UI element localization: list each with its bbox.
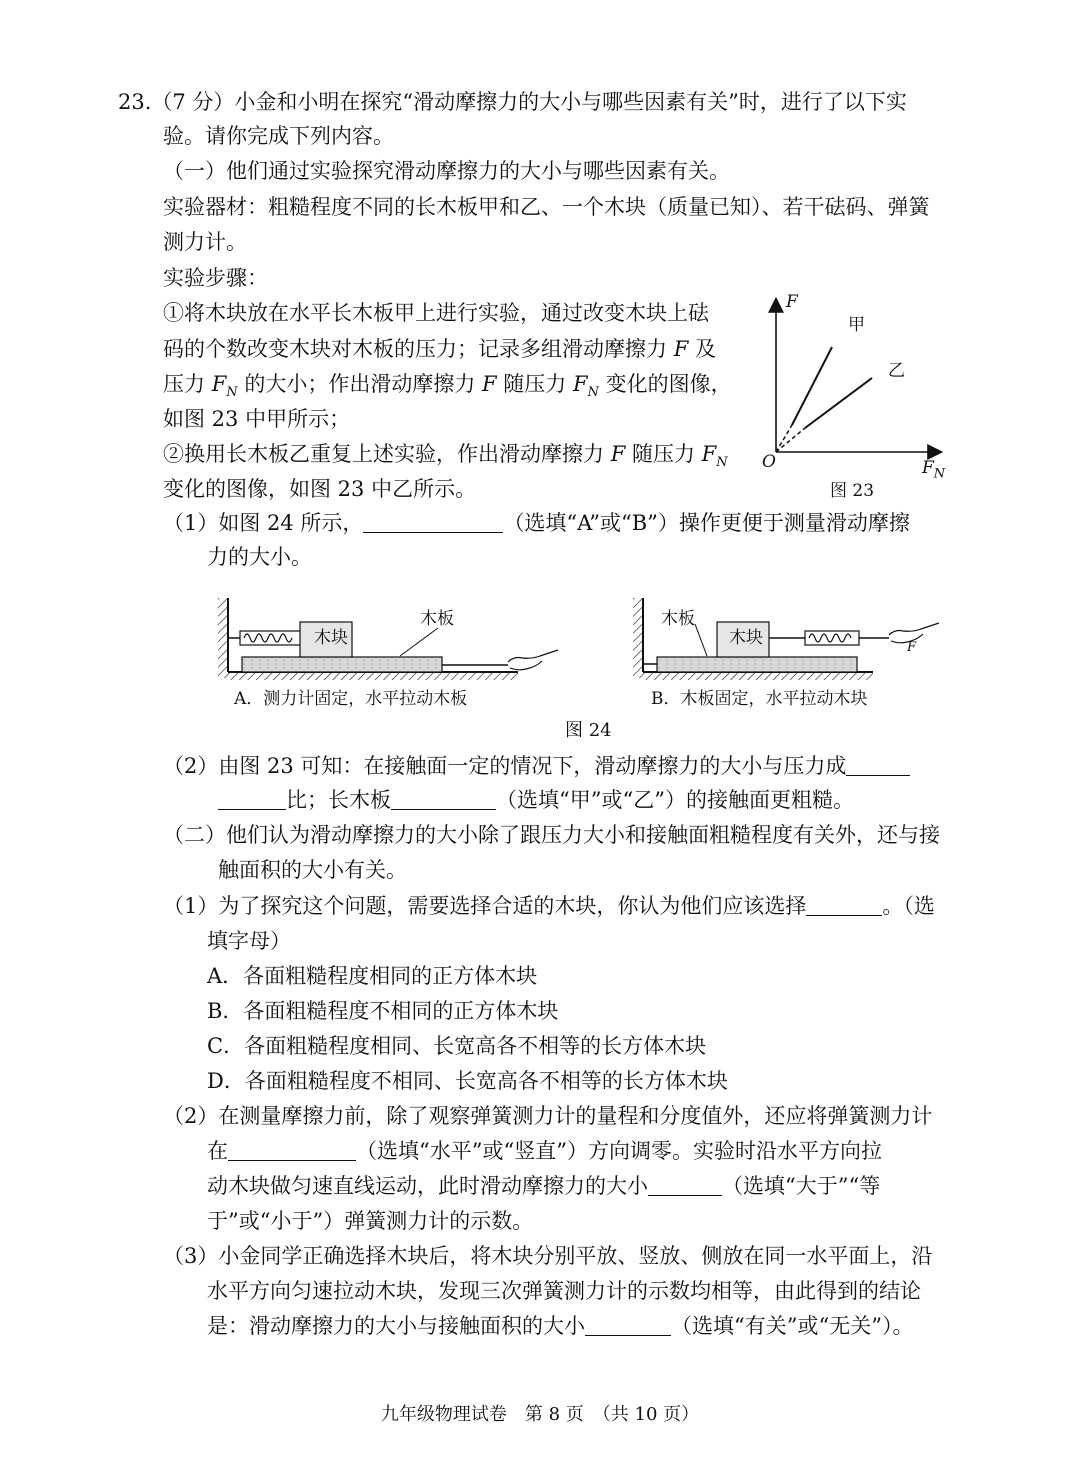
figure-23 xyxy=(750,290,970,505)
q1-text: （选填“A”或“B”）操作更便于测量滑动摩擦 xyxy=(503,511,910,535)
question-title-line1: 23.（7 分）小金和小明在探究“滑动摩擦力的大小与哪些因素有关”时，进行了以下实 xyxy=(118,90,907,114)
var-f: F xyxy=(610,442,626,466)
axis-y-label: F xyxy=(786,292,798,312)
var-fn: F xyxy=(701,442,717,466)
figure-24a-block-label: 木块 xyxy=(314,628,348,648)
q2-text: （2）由图 23 可知：在接触面一定的情况下，滑动摩擦力的大小与压力成 xyxy=(163,754,847,778)
p2q2-line1: （2）在测量摩擦力前，除了观察弹簧测力计的量程和分度值外，还应将弹簧测力计 xyxy=(163,1104,933,1128)
step1-line2 xyxy=(163,335,716,363)
axis-x-var: F xyxy=(922,458,934,478)
hand-icon xyxy=(508,650,558,670)
spring-scale xyxy=(240,631,302,645)
p2q3-line3 xyxy=(207,1312,913,1340)
p2q2-text: 动木块做匀速直线运动，此时滑动摩擦力的大小 xyxy=(207,1174,648,1198)
subscript-n: N xyxy=(716,455,728,471)
axis-x-subscript: N xyxy=(933,466,946,482)
p2q2-text: （选填“大于”“等 xyxy=(722,1174,881,1198)
figure-24b xyxy=(625,590,955,709)
figure-24a-drawing xyxy=(210,590,570,685)
answer-blank-p2q1[interactable] xyxy=(806,895,882,916)
figure-24-caption: 图 24 xyxy=(565,720,612,741)
materials-line1: 实验器材：粗糙程度不同的长木板甲和乙、一个木块（质量已知）、若干砝码、弹簧 xyxy=(163,195,930,219)
board xyxy=(242,657,442,672)
figure-24b-caption: B．木板固定，水平拉动木块 xyxy=(651,689,868,709)
answer-blank-q2a-cont[interactable] xyxy=(218,789,286,810)
figure-24b-force-label: F xyxy=(907,640,917,655)
line-yi-label: 乙 xyxy=(888,361,905,381)
materials-line2: 测力计。 xyxy=(163,230,247,254)
line-jia-dashed xyxy=(776,425,792,452)
page-footer: 九年级物理试卷 第 8 页 （共 10 页） xyxy=(380,1404,700,1425)
part2-line1: （二）他们认为滑动摩擦力的大小除了跟压力大小和接触面粗糙程度有关外，还与接 xyxy=(163,823,940,847)
axis-x-label xyxy=(922,458,945,481)
answer-blank-p2q2a[interactable] xyxy=(228,1140,356,1161)
origin-label: O xyxy=(762,452,776,472)
step1-text: 变化的图像， xyxy=(605,372,732,396)
answer-blank-q1[interactable] xyxy=(363,512,503,533)
p2q3-line2: 水平方向匀速拉动木块，发现三次弹簧测力计的示数均相等，由此得到的结论 xyxy=(207,1279,921,1303)
step1-line3 xyxy=(163,370,732,407)
ground-hatch xyxy=(643,672,873,680)
ground-hatch xyxy=(228,672,518,680)
var-f: F xyxy=(482,372,497,396)
step2-text: 随压力 xyxy=(631,442,695,466)
p2q1-text: 。（选 xyxy=(882,894,935,918)
step1-text: 的大小；作出滑动摩擦力 xyxy=(244,372,476,396)
option-b: B．各面粗糙程度不相同的正方体木块 xyxy=(207,999,559,1023)
figure-23-caption: 图 23 xyxy=(830,481,875,501)
q2-line2 xyxy=(218,786,854,814)
p2q2-text: 在 xyxy=(207,1139,228,1163)
var-fn: F xyxy=(572,372,588,396)
step1-line4: 如图 23 中甲所示； xyxy=(163,407,351,431)
line-yi xyxy=(805,378,872,428)
figure-24a xyxy=(210,590,570,709)
answer-blank-p2q2b[interactable] xyxy=(648,1175,722,1196)
part1-heading: （一）他们通过实验探究滑动摩擦力的大小与哪些因素有关。 xyxy=(163,159,730,183)
p2q3-text: 是：滑动摩擦力的大小与接触面积的大小 xyxy=(207,1314,585,1338)
step2-line2: 变化的图像，如图 23 中乙所示。 xyxy=(163,477,477,501)
subscript-n: N xyxy=(226,385,238,401)
figure-24b-block-label: 木块 xyxy=(729,628,763,648)
var-fn: F xyxy=(211,372,227,396)
wall-hatch xyxy=(218,598,228,678)
p2q2-text: （选填“水平”或“竖直”）方向调零。实验时沿水平方向拉 xyxy=(356,1139,882,1163)
figure-24a-caption: A．测力计固定，水平拉动木板 xyxy=(234,689,468,709)
figure-24a-board-label: 木板 xyxy=(420,609,454,629)
wall-hatch xyxy=(633,598,643,678)
step1-text: 随压力 xyxy=(503,372,567,396)
answer-blank-q2b[interactable] xyxy=(391,789,496,810)
q2-line1 xyxy=(163,752,910,780)
p2q1-line2: 填字母） xyxy=(207,929,291,953)
q1-text: （1）如图 24 所示， xyxy=(163,511,364,535)
p2q2-line3 xyxy=(207,1172,880,1200)
var-f: F xyxy=(673,337,689,361)
q2-text: （选填“甲”或“乙”）的接触面更粗糙。 xyxy=(496,788,854,812)
p2q2-line4: 于”或“小于”）弹簧测力计的示数。 xyxy=(207,1209,534,1233)
step1-text: 码的个数改变木块对木板的压力；记录多组滑动摩擦力 xyxy=(163,337,667,361)
part2-line2: 触面积的大小有关。 xyxy=(218,858,407,882)
answer-blank-q2a[interactable] xyxy=(846,755,910,776)
option-a: A．各面粗糙程度相同的正方体木块 xyxy=(207,964,538,988)
q1-line2: 力的大小。 xyxy=(207,545,312,569)
steps-heading: 实验步骤： xyxy=(163,266,268,290)
leader-line xyxy=(400,628,438,656)
p2q1-text: （1）为了探究这个问题，需要选择合适的木块，你认为他们应该选择 xyxy=(163,894,807,918)
question-title-line2: 验。请你完成下列内容。 xyxy=(163,124,394,148)
answer-blank-p2q3[interactable] xyxy=(585,1315,671,1336)
p2q3-line1: （3）小金同学正确选择木块后，将木块分别平放、竖放、侧放在同一水平面上，沿 xyxy=(163,1244,933,1268)
step1-text: 压力 xyxy=(163,372,205,396)
step2-line1 xyxy=(163,440,728,477)
q2-text: 比；长木板 xyxy=(286,788,391,812)
line-jia-label: 甲 xyxy=(848,315,865,335)
p2q2-line2 xyxy=(207,1137,882,1165)
p2q1-line1 xyxy=(163,892,935,920)
option-c: C．各面粗糙程度相同、长宽高各不相等的长方体木块 xyxy=(207,1034,707,1058)
step1-line1: ①将木块放在水平长木板甲上进行实验，通过改变木块上砝 xyxy=(163,301,709,325)
board xyxy=(657,657,857,672)
option-d: D．各面粗糙程度不相同、长宽高各不相等的长方体木块 xyxy=(207,1069,728,1093)
q1-line1 xyxy=(163,509,910,537)
step2-text: ②换用长木板乙重复上述实验，作出滑动摩擦力 xyxy=(163,442,604,466)
step1-text: 及 xyxy=(694,337,716,361)
p2q3-text: （选填“有关”或“无关”）。 xyxy=(671,1314,914,1338)
subscript-n: N xyxy=(587,385,599,401)
line-yi-dashed xyxy=(776,428,805,452)
leader-line xyxy=(695,624,707,656)
figure-24b-board-label: 木板 xyxy=(661,609,695,629)
